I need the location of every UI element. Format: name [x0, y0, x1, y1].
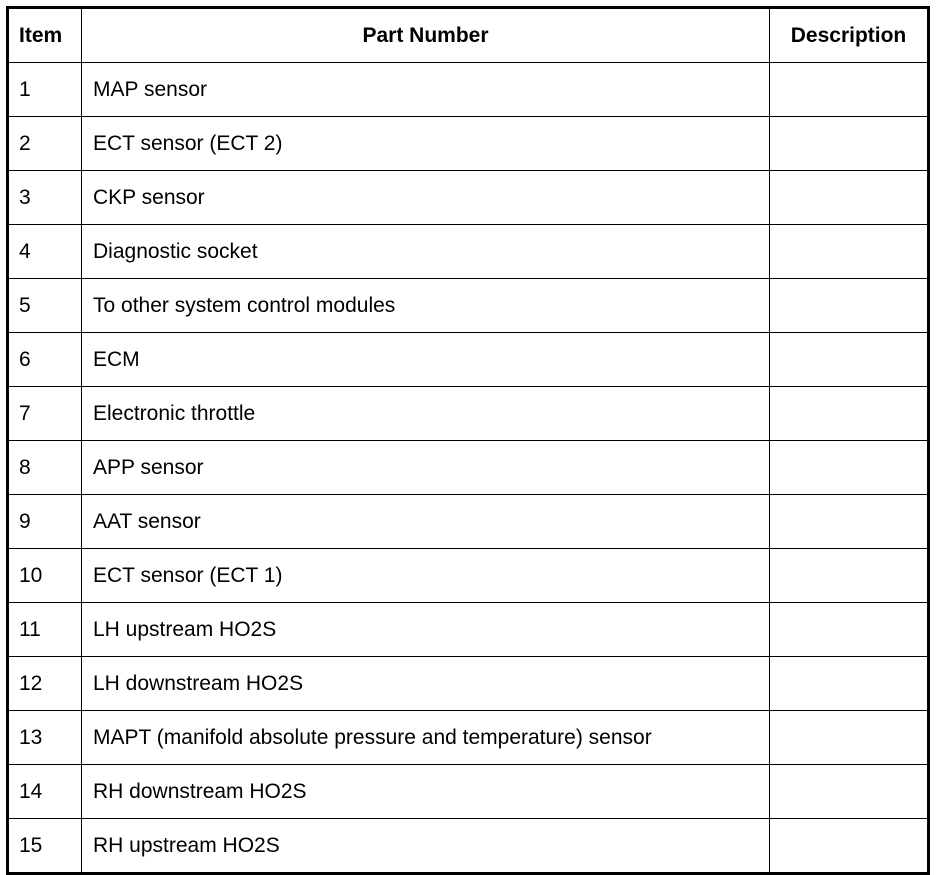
- description-cell: [770, 279, 929, 333]
- table-row: [8, 225, 929, 279]
- part-number-cell: APP sensor: [82, 441, 770, 495]
- item-number-cell: 15: [8, 819, 82, 874]
- item-number-cell: 4: [8, 225, 82, 279]
- description-cell: [770, 549, 929, 603]
- item-number-cell: 13: [8, 711, 82, 765]
- header-part-number: Part Number: [82, 8, 770, 63]
- table-row: [8, 441, 929, 495]
- part-number-cell: Diagnostic socket: [82, 225, 770, 279]
- table-row: [8, 63, 929, 117]
- table-row: [8, 333, 929, 387]
- table-row: [8, 819, 929, 874]
- part-number-cell: MAPT (manifold absolute pressure and temperature) sensor: [82, 711, 770, 765]
- description-cell: [770, 765, 929, 819]
- description-cell: [770, 171, 929, 225]
- item-number-cell: 7: [8, 387, 82, 441]
- header-description: Description: [770, 8, 929, 63]
- parts-table: [6, 6, 930, 875]
- part-number-cell: ECT sensor (ECT 2): [82, 117, 770, 171]
- table-row: [8, 495, 929, 549]
- item-number-cell: 1: [8, 63, 82, 117]
- item-number-cell: 5: [8, 279, 82, 333]
- table-row: [8, 603, 929, 657]
- part-number-cell: CKP sensor: [82, 171, 770, 225]
- part-number-cell: LH downstream HO2S: [82, 657, 770, 711]
- item-number-cell: 11: [8, 603, 82, 657]
- table-row: [8, 387, 929, 441]
- description-cell: [770, 387, 929, 441]
- item-number-cell: 12: [8, 657, 82, 711]
- part-number-cell: ECT sensor (ECT 1): [82, 549, 770, 603]
- description-cell: [770, 495, 929, 549]
- item-number-cell: 10: [8, 549, 82, 603]
- table-row: [8, 279, 929, 333]
- item-number-cell: 9: [8, 495, 82, 549]
- part-number-cell: ECM: [82, 333, 770, 387]
- table-row: [8, 549, 929, 603]
- part-number-cell: RH upstream HO2S: [82, 819, 770, 874]
- part-number-cell: MAP sensor: [82, 63, 770, 117]
- item-number-cell: 8: [8, 441, 82, 495]
- description-cell: [770, 333, 929, 387]
- table-row: [8, 117, 929, 171]
- table-row: [8, 711, 929, 765]
- description-cell: [770, 657, 929, 711]
- description-cell: [770, 711, 929, 765]
- item-number-cell: 3: [8, 171, 82, 225]
- part-number-cell: LH upstream HO2S: [82, 603, 770, 657]
- part-number-cell: RH downstream HO2S: [82, 765, 770, 819]
- table-header: [8, 8, 929, 63]
- description-cell: [770, 63, 929, 117]
- item-number-cell: 2: [8, 117, 82, 171]
- description-cell: [770, 225, 929, 279]
- table-body: [8, 63, 929, 874]
- item-number-cell: 14: [8, 765, 82, 819]
- item-number-cell: 6: [8, 333, 82, 387]
- table-row: [8, 765, 929, 819]
- description-cell: [770, 819, 929, 874]
- description-cell: [770, 117, 929, 171]
- part-number-cell: Electronic throttle: [82, 387, 770, 441]
- part-number-cell: AAT sensor: [82, 495, 770, 549]
- description-cell: [770, 603, 929, 657]
- header-row: [8, 8, 929, 63]
- table-row: [8, 171, 929, 225]
- table-row: [8, 657, 929, 711]
- header-item: Item: [8, 8, 82, 63]
- part-number-cell: To other system control modules: [82, 279, 770, 333]
- description-cell: [770, 441, 929, 495]
